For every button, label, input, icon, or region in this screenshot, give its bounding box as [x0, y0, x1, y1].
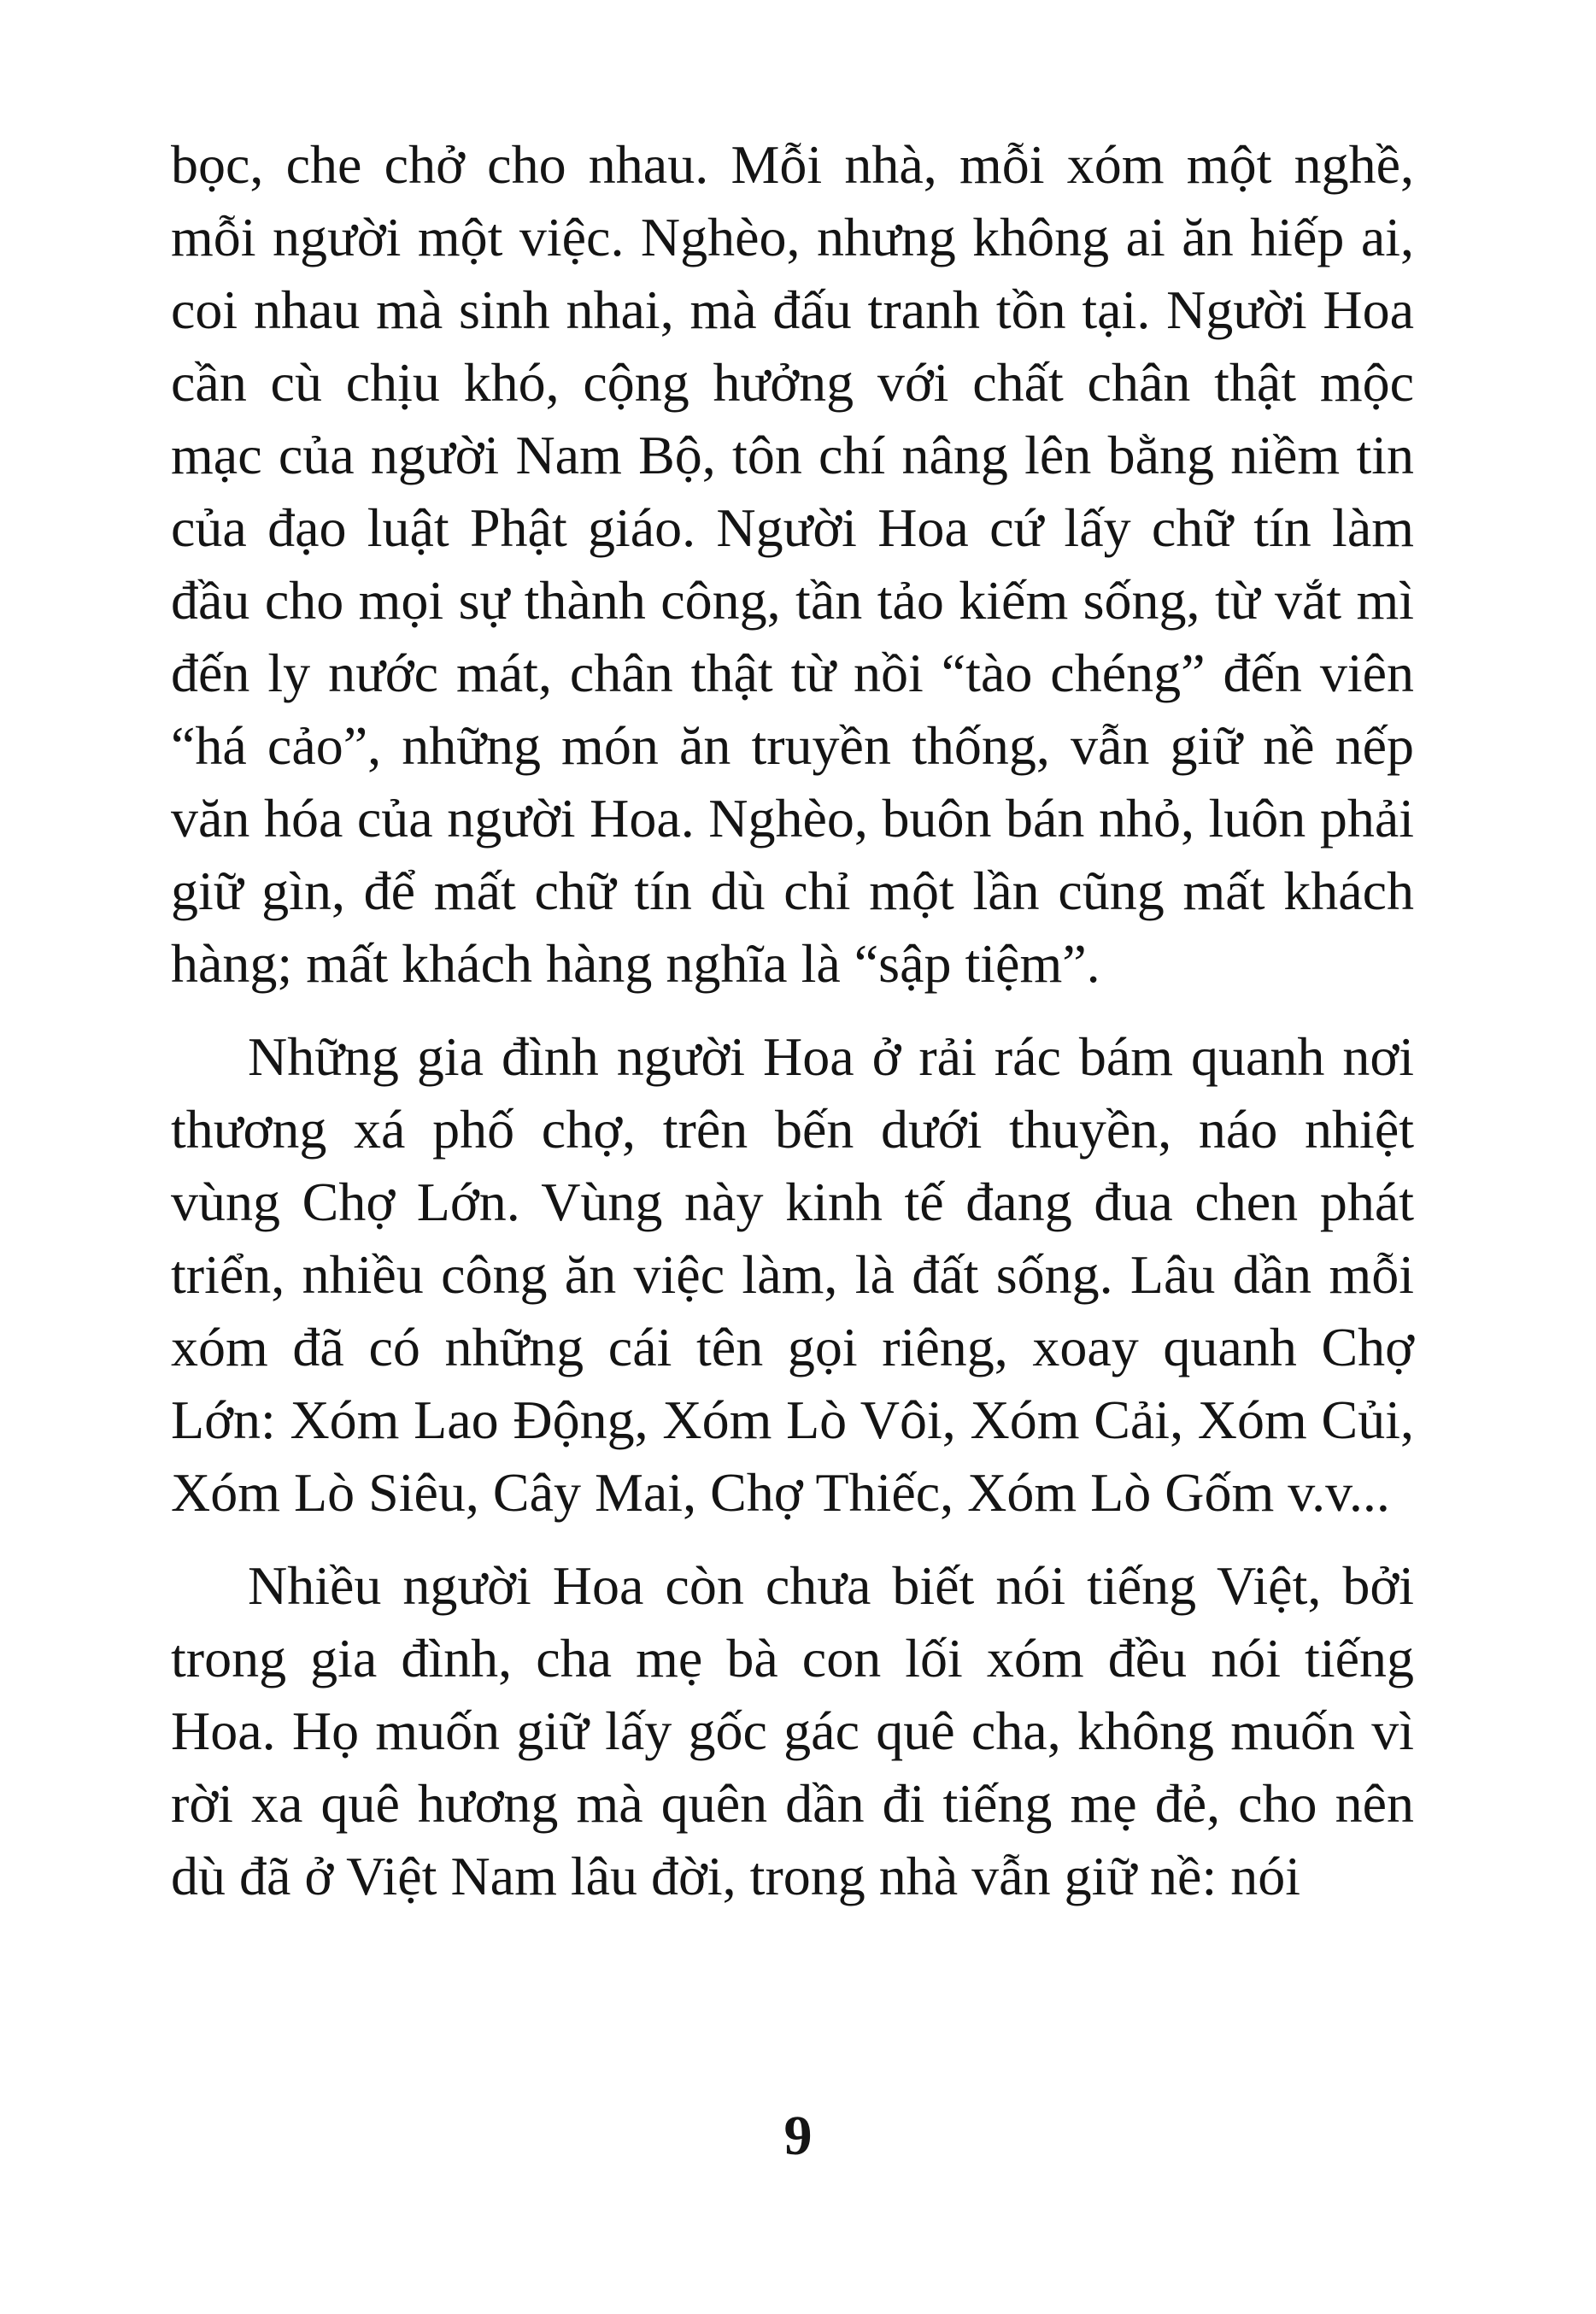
paragraph-1: bọc, che chở cho nhau. Mỗi nhà, mỗi xóm một nghề, mỗi người một việc. Nghèo, nhưng không ai ăn hiếp ai, coi nhau mà sinh nhai, mà đấu tranh tồn tại. Người Hoa cần cù chịu khó, cộng hưởng với chất chân thật mộc mạc của người Nam Bộ, tôn chí nâng lên bằng niềm tin của đạo luật Phật giáo. Người Hoa cứ lấy chữ tín làm đầu cho mọi sự thành công, tần tảo kiếm sống, từ vắt mì đến ly nước mát, chân thật từ nồi “tào chéng” đến viên “há cảo”, những món ăn truyền thống, vẫn giữ nề nếp văn hóa của người Hoa. Nghèo, buôn bán nhỏ, luôn phải giữ gìn, để mất chữ tín dù chỉ một lần cũng mất khách hàng; mất khách hàng nghĩa là “sập tiệm”.	[171, 134, 1414, 994]
body-text	[171, 128, 1414, 1912]
paragraph-2: Những gia đình người Hoa ở rải rác bám quanh nơi thương xá phố chợ, trên bến dưới thuyền, náo nhiệt vùng Chợ Lớn. Vùng này kinh tế đang đua chen phát triển, nhiều công ăn việc làm, là đất sống. Lâu dần mỗi xóm đã có những cái tên gọi riêng, xoay quanh Chợ Lớn: Xóm Lao Động, Xóm Lò Vôi, Xóm Cải, Xóm Củi, Xóm Lò Siêu, Cây Mai, Chợ Thiếc, Xóm Lò Gốm v.v...	[171, 1026, 1414, 1523]
paragraph-3: Nhiều người Hoa còn chưa biết nói tiếng Việt, bởi trong gia đình, cha mẹ bà con lối xóm đều nói tiếng Hoa. Họ muốn giữ lấy gốc gác quê cha, không muốn vì rời xa quê hương mà quên dần đi tiếng mẹ đẻ, cho nên dù đã ở Việt Nam lâu đời, trong nhà vẫn giữ nề: nói	[171, 1555, 1414, 1906]
page-number: 9	[783, 2105, 813, 2167]
